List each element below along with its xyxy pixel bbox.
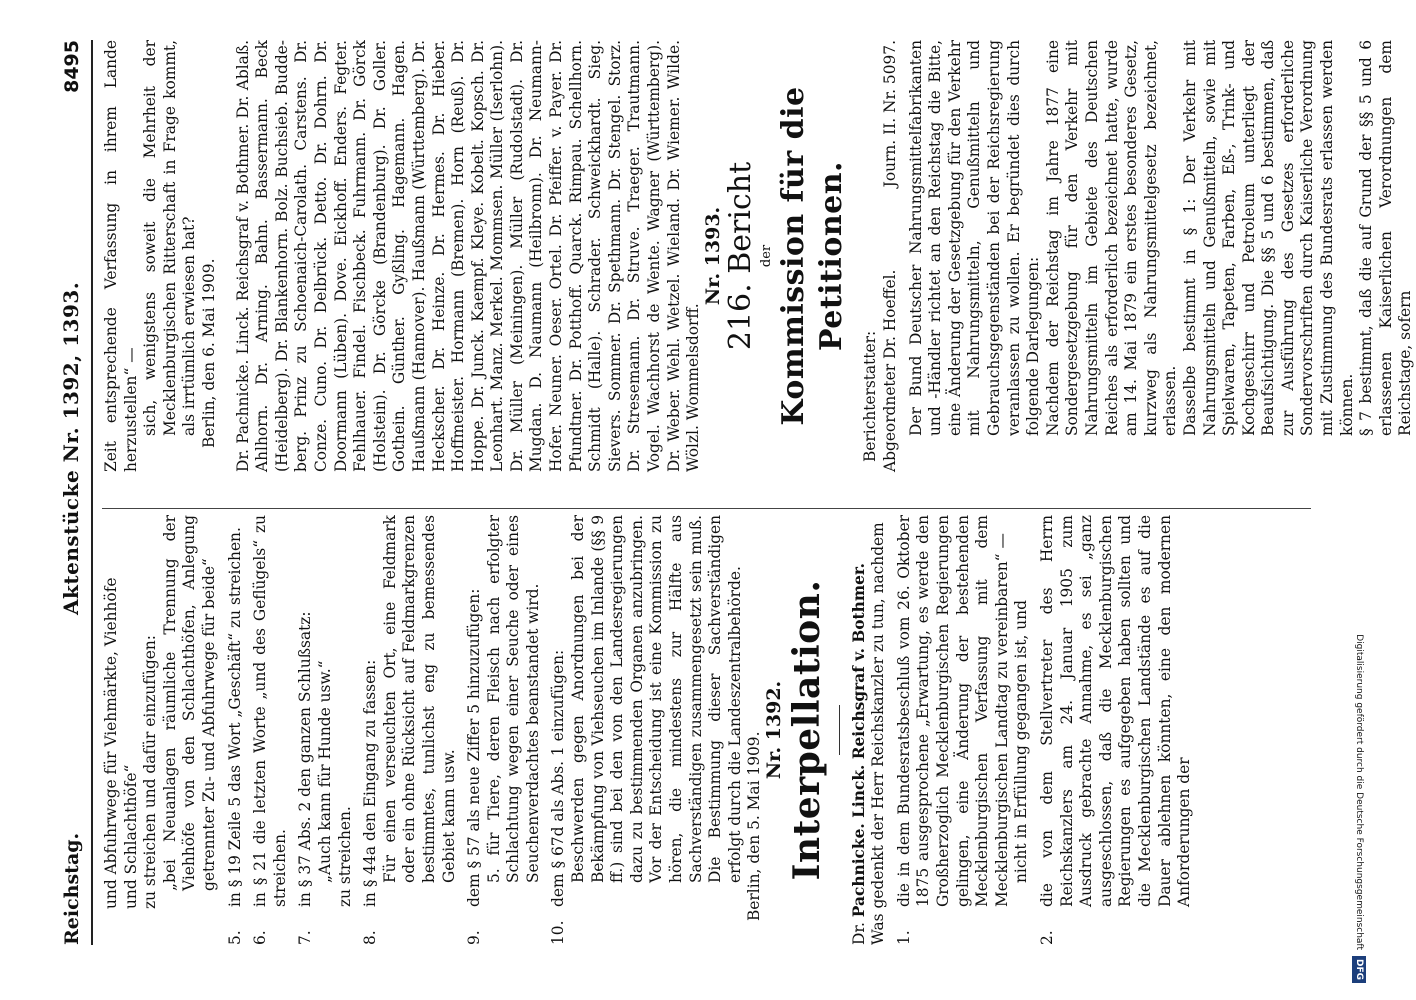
list-item: 5. in § 19 Zeile 5 das Wort „Geschäft“ zu streichen. [225,527,244,945]
dfg-logo: DFG [1352,956,1366,983]
dfg-note-text: Digitalisierung gefördert durch die Deutsche Forschungsgemeinschaft [1354,634,1364,950]
signatories: Dr. Pachnicke. Linck. Reichsgraf v. Bothmer. Dr. Ablaß. Ahlhorn. Dr. Arning. Bahn. Bassermann. Beck (Heidelberg). Dr. Blankenhorn. Bolz. Buchsieb. Budde-berg. Prinz zu Schoenaich-Carolath. Carstens. Dr. Conze. Cuno. Dr. Delbrück. Detto. Dr. Dohrn. Dr. Doormann (Lüben). Dove. Eickhoff. Enders. Fegter. Fehlhauer. Findel. Fischbeck. Fuhrmann. Dr. Görck (Holstein). Dr. Görcke (Brandenburg). Dr. Goller. Gothein. Günther. Gyßling. Hagemann. Hagen. Haußmann (Hannover). Haußmann (Württemberg). Dr. Heckscher. Dr. Heinze. Dr. Hermes. Dr. Hieber. Hoffmeister. Hormann (Bremen). Horn (Reuß). Dr. Hoppe. Dr. Junck. Kaempf. Kleye. Kobelt. Kopsch. Dr. Leonhart. Manz. Merkel. Mommsen. Müller (Iserlohn). Dr. Müller (Meiningen). Müller (Rudolstadt). Dr. Mugdan. D. Naumann (Heilbronn). Dr. Neumann-Hofer. Neuner. Oeser. Ortel. Dr. Pfeiffer. v. Payer. Dr. Pfundtner. Dr. Potthoff. Quarck. Rimpau. Schellhorn. Schmidt (Halle). Schrader. Schweickhardt. Sieg. Sievers. Sommer. Dr. Spethmann. Dr. Stengel. Storz. Dr. Stresemann. Dr. Struve. Traeger. Trautmann. Vogel. Wachhorst de Wente. Wagner (Württemberg). Dr. Weber. Wehl. Wetzel. Wieland. Dr. Wiemer. Wilde. Wölzl. Wommelsdorff. [233,40,703,472]
page-header [35,40,93,945]
berichterstatter-label: Berichterstatter: [861,330,880,462]
header-left: Reichstag. [61,832,83,945]
intro-line-2: und Schlachthöfe“ [121,764,140,909]
quote-1: „bei Neuanlagen räumliche Trennung der Viehhöfe von den Schlachthöfen, Anlegung getrennter Zu- und Abfuhrwege für beide“ [160,515,218,891]
signers: Dr. Pachnicke. Linck. Reichsgraf v. Bothmer. [849,563,868,945]
zu-streichen-line: zu streichen und dafür einzufügen: [141,635,160,909]
title-kommission: Kommission für die Petitionen. [776,86,850,426]
journal-number: Journ. II. Nr. 5097. [881,40,899,188]
bericht-title: 216. Bericht [723,161,759,351]
right-column [102,40,1415,472]
list-item: 8. in § 44a den Eingang zu fassen: Für einen verseuchten Ort, eine Feldmark oder ein ohne Rücksicht auf Feldmarkgrenzen bestimmtes, tunlichst eng zu bemessendes Gebiet kann usw. [361,515,458,945]
item8-quote: Für einen verseuchten Ort, eine Feldmark oder ein ohne Rücksicht auf Feldmarkgrenzen bestimmtes, tunlichst eng zu bemessendes Gebiet kann usw. [380,515,458,883]
paragraph: Der Bund Deutscher Nahrungsmittelfabrikanten und -Händler richtet an den Reichstag die Bitte, eine Änderung der Gesetzgebung für den Verkehr mit Nahrungsmitteln, Genußmitteln und Gebrauchsgegenständen bei der Reichsregierung veranlassen zu wollen. Er begründet dies durch folgende Darlegungen: [906,40,1043,436]
q1-end: nicht in Erfüllung gegangen ist, und [1012,600,1031,883]
continuation-1: Zeit entsprechende Verfassung in ihrem Lande herzustellen“ — [102,40,140,472]
column-divider [102,508,1311,509]
item10-quote: Beschwerden gegen Anordnungen bei der Bekämpfung von Viehseuchen im Inlande (§§ 9 ff.) sind bei den von den Landesregierungen dazu zu bestimmenden Organen anzubringen. Vor der Entscheidung ist eine Kommission zu hören, die mindestens zur Hälfte aus Sachverständigen zusammengesetzt sein muß. Die Bestimmung dieser Sachverständigen erfolgt durch die Landeszentralbehörde. [569,515,744,883]
left-date: Berlin, den 5. Mai 1909. [745,731,764,921]
reporter-line [881,40,901,472]
item7-quote: „Auch kann für Hunde usw.“ [315,660,334,883]
item9-quote: 5. für Tiere, deren Fleisch nach erfolgter Schlachtung wegen einer Seuche oder eines Seuchenverdachtes beanstandet wird. [484,515,542,883]
reporter-name: Abgeordneter Dr. Hoeffel. [881,269,899,472]
paragraph: § 7 bestimmt, daß die auf Grund der §§ 5 und 6 erlassenen Kaiserlichen Verordnungen dem Reichstage, sofern [1357,40,1415,436]
dfg-side-note [1353,8,1377,983]
question-intro: Was gedenkt der Herr Reichskanzler zu tun, nachdem [869,522,888,945]
list-item: 9. dem § 57 als neue Ziffer 5 hinzuzufügen: 5. für Tiere, deren Fleisch nach erfolgter Schlachtung wegen einer Seuche oder eines Seuchenverdachtes beanstandet wird. [465,515,542,945]
short-rule [839,705,840,755]
page-number: 8495 [61,40,83,93]
paragraph: Nachdem der Reichstag im Jahre 1877 eine Sondergesetzgebung für den Verkehr mit Nahrungsmitteln im Gebiete des Deutschen Reiches als erforderlich bezeichnet hatte, wurde am 14. Mai 1879 ein erstes besonderes Gesetz, kurzweg als Nahrungsmittelgesetz bezeichnet, erlassen. [1043,40,1180,436]
list-item: 10. dem § 67d als Abs. 1 einzufügen: Beschwerden gegen Anordnungen bei der Bekämpfung von Viehseuchen im Inlande (§§ 9 ff.) sind bei den von den Landesregierungen dazu zu bestimmenden Organen anzubringen. Vor der Entscheidung ist eine Kommission zu hören, die mindestens zur Hälfte aus Sachverständigen zusammengesetzt sein muß. Die Bestimmung dieser Sachverständigen erfolgt durch die Landeszentralbehörde. [549,515,744,945]
continuation-2: sich, wenigstens soweit die Mehrheit der Mecklenburgischen Ritterschaft in Frage kommt, als irrtümlich erwiesen hat? [141,40,199,436]
list-item: 1. die in dem Bundesratsbeschluß vom 26. Oktober 1875 ausgesprochene „Erwartung, es werde den Großherzoglich Mecklenburgischen Regierungen gelingen, eine Änderung der bestehenden Mecklenburgischen Verfassung mit dem Mecklenburgischen Landtag zu vereinbaren“ — nicht in Erfüllung gegangen ist, und [894,515,1031,945]
item7-after: zu streichen. [335,806,354,907]
right-date: Berlin, den 6. Mai 1909. [199,258,218,448]
der-line: der [759,244,775,268]
list-item: 6. in § 21 die letzten Worte „und des Geflügels“ zu streichen. [251,515,289,945]
intro-line-1: und Abfuhrwege für Viehmärkte, Viehhöfe [102,577,120,909]
nr-1393: Nr. 1393. [701,206,724,306]
left-column [102,515,1313,945]
title-interpellation: Interpellation. [785,579,828,881]
list-item: 7. in § 37 Abs. 2 den ganzen Schlußsatz: „Auch kann für Hunde usw.“ zu streichen. [296,515,355,945]
nr-1392: Nr. 1392. [763,680,785,780]
header-title: Aktenstücke Nr. 1392, 1393. [59,281,83,615]
paragraph: Dasselbe bestimmt in § 1: Der Verkehr mit Nahrungsmitteln und Genußmitteln, sowie mit Spielwaren, Tapeten, Farben, Eß-, Trink- und Kochgeschirr und Petroleum unterliegt der Beaufsichtigung. Die §§ 5 und 6 bestimmen, daß zur Ausführung des Gesetzes erforderliche Sondervorschriften durch Kaiserliche Verordnung mit Zustimmung des Bundesrats erlassen werden können. [1180,40,1356,436]
list-item: 2. die von dem Stellvertreter des Herrn Reichskanzlers am 24. Januar 1905 zum Ausdruck gebrachte Annahme, es sei „ganz ausgeschlossen, daß die Mecklenburgischen Regierungen es aufgegeben haben sollten und die Mecklenburgischen Landstände es auf die Dauer ablehnen könnten, eine den modernen Anforderungen der [1037,515,1194,945]
